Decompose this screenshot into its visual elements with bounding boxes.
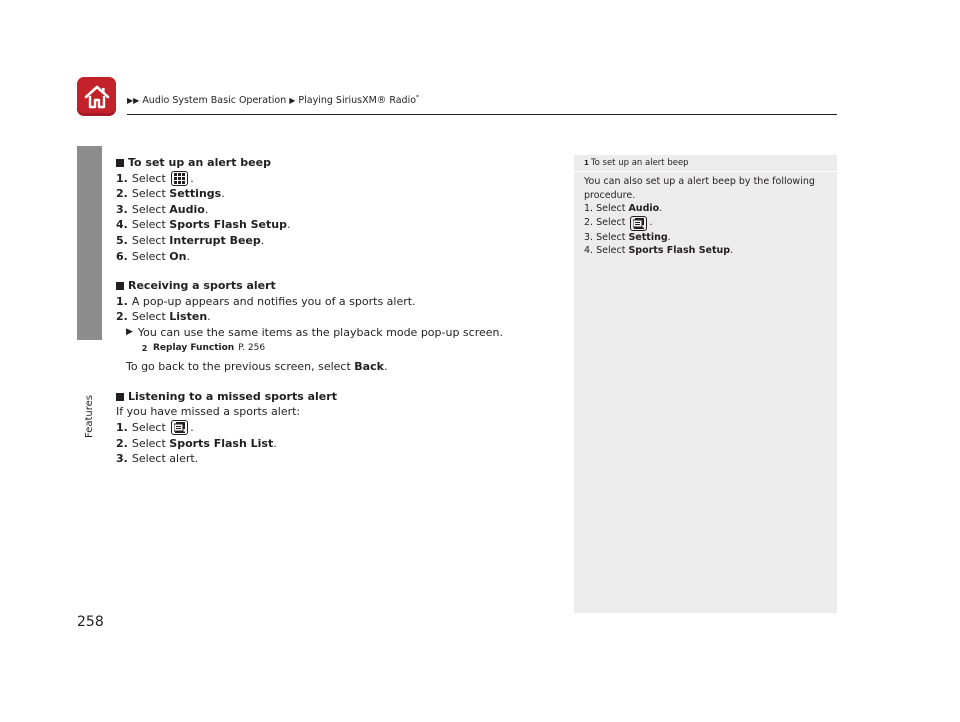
side-note-divider [574, 171, 837, 172]
cross-reference-icon: 2 [141, 343, 148, 353]
list-item: 2. Select Sports Flash List . [116, 436, 277, 450]
side-note-title: 1 To set up an alert beep [584, 158, 689, 168]
spacer [116, 375, 556, 389]
side-note-text: procedure. [584, 189, 636, 201]
section-intro: If you have missed a sports alert: [116, 405, 301, 419]
side-note-panel [574, 155, 837, 613]
square-bullet-icon [116, 159, 124, 167]
breadcrumb [127, 94, 419, 106]
list-item: 3. Select Audio . [116, 202, 209, 216]
chapter-tab-gap [77, 340, 102, 376]
spacer [116, 264, 556, 278]
section-heading: To set up an alert beep [116, 155, 556, 171]
back-instruction: To go back to the previous screen, select Back. [126, 360, 388, 374]
list-item: 2. Select Listen . [116, 310, 211, 324]
list-item: 4. Select Sports Flash Setup . [116, 218, 291, 232]
list-item: 1. Select . [116, 420, 194, 434]
square-bullet-icon [116, 393, 124, 401]
section-heading: Listening to a missed sports alert [116, 389, 556, 405]
menu-icon [171, 420, 188, 435]
list-item: 2. Select . [584, 216, 819, 231]
list-item: 2. Select Settings . [116, 187, 225, 201]
note-marker-icon: 1 [584, 159, 589, 167]
main-content [116, 155, 556, 467]
list-item: 4. Select Sports Flash Setup . [584, 245, 734, 256]
list-item: 3. Select alert. [116, 452, 199, 466]
square-bullet-icon [116, 282, 124, 290]
menu-icon [630, 216, 647, 231]
home-button[interactable] [77, 77, 116, 116]
side-note-body [584, 175, 819, 258]
breadcrumb-current: Playing SiriusXM® Radio* [298, 94, 420, 107]
section-heading: Receiving a sports alert [116, 278, 556, 294]
sub-note: ▶ You can use the same items as the playback mode pop-up screen. [126, 325, 503, 339]
list-item: 1. Select Audio . [584, 203, 663, 214]
apps-grid-icon [171, 171, 188, 186]
side-note-text: You can also set up a alert beep by the following [584, 176, 815, 187]
list-item: 3. Select Setting . [584, 231, 671, 243]
breadcrumb-arrow-icon: ▶▶ [127, 95, 140, 105]
breadcrumb-arrow-icon: ▶ [289, 95, 296, 105]
list-item: 1. A pop-up appears and notifies you of a sports alert. [116, 294, 416, 308]
page-number: 258 [77, 614, 104, 630]
cross-reference-link[interactable]: 2 Replay Function P. 256 [141, 342, 266, 353]
header-divider [127, 114, 837, 115]
list-item: 5. Select Interrupt Beep . [116, 233, 265, 247]
list-item: 6. Select On . [116, 249, 190, 263]
home-icon [83, 84, 111, 110]
chapter-label: Features [84, 395, 95, 438]
list-item: 1. Select . [116, 171, 194, 185]
triangle-bullet-icon: ▶ [126, 326, 133, 337]
breadcrumb-link-audio[interactable]: Audio System Basic Operation [142, 94, 287, 106]
